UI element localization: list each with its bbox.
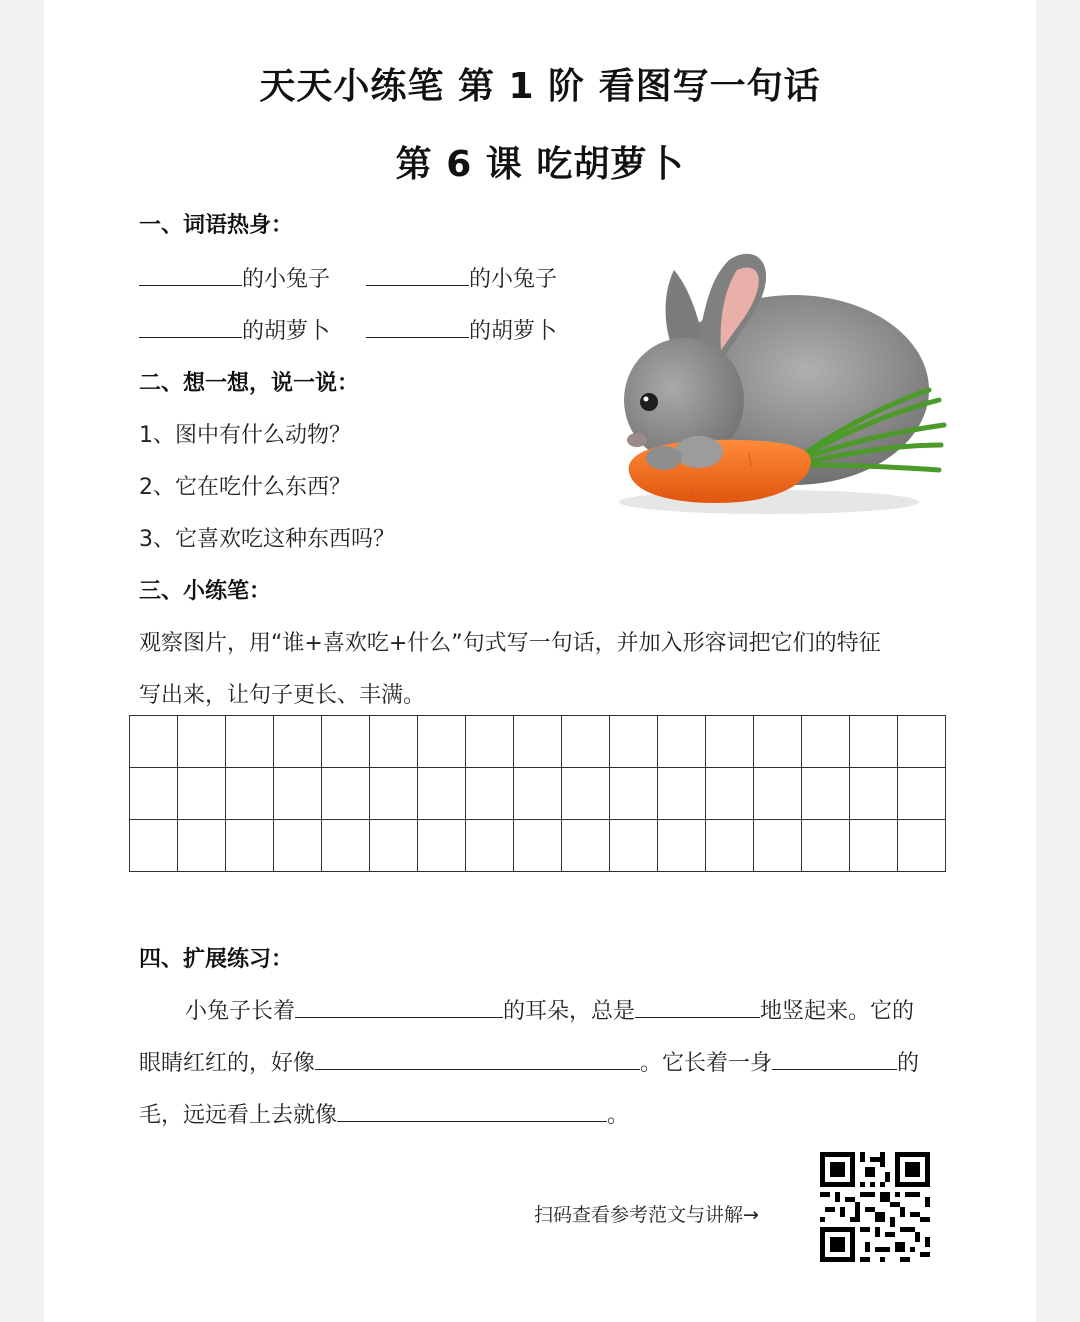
- question-2: 2、它在吃什么东西？: [139, 475, 351, 500]
- grid-cell[interactable]: [178, 768, 226, 820]
- blank-line[interactable]: [295, 995, 503, 1018]
- instruction-line-2: 写出来，让句子更长、丰满。: [139, 683, 426, 708]
- blank-line[interactable]: [139, 315, 242, 338]
- grid-cell[interactable]: [514, 768, 562, 820]
- grid-cell[interactable]: [418, 820, 466, 872]
- grid-cell[interactable]: [418, 768, 466, 820]
- scan-prompt: 扫码查看参考范文与讲解→: [534, 1204, 759, 1226]
- grid-cell[interactable]: [226, 768, 274, 820]
- grid-cell[interactable]: [658, 716, 706, 768]
- grid-cell[interactable]: [706, 768, 754, 820]
- grid-cell[interactable]: [610, 820, 658, 872]
- extension-line-1: [185, 994, 914, 1025]
- grid-cell[interactable]: [754, 820, 802, 872]
- warmup-item: 的胡萝卜: [242, 319, 331, 344]
- warmup-item: 的小兔子: [469, 267, 558, 292]
- extension-text: 的: [897, 1051, 920, 1076]
- extension-text: 的耳朵，总是: [503, 999, 636, 1024]
- grid-cell[interactable]: [562, 820, 610, 872]
- grid-cell[interactable]: [706, 716, 754, 768]
- grid-cell[interactable]: [754, 716, 802, 768]
- grid-cell[interactable]: [754, 768, 802, 820]
- grid-cell[interactable]: [130, 716, 178, 768]
- grid-cell[interactable]: [226, 820, 274, 872]
- blank-line[interactable]: [337, 1099, 607, 1122]
- blank-line[interactable]: [366, 263, 469, 286]
- grid-cell[interactable]: [322, 716, 370, 768]
- blank-line[interactable]: [635, 995, 760, 1018]
- grid-cell[interactable]: [370, 768, 418, 820]
- grid-cell[interactable]: [178, 820, 226, 872]
- blank-line[interactable]: [772, 1047, 897, 1070]
- question-1: 1、图中有什么动物？: [139, 423, 351, 448]
- warmup-item: 的小兔子: [242, 267, 331, 292]
- grid-cell[interactable]: [658, 820, 706, 872]
- grid-cell[interactable]: [178, 716, 226, 768]
- blank-line[interactable]: [139, 263, 242, 286]
- extension-line-2: [139, 1046, 919, 1077]
- writing-grid[interactable]: [129, 715, 946, 872]
- grid-cell[interactable]: [898, 820, 946, 872]
- grid-cell[interactable]: [514, 820, 562, 872]
- grid-row: [130, 768, 946, 820]
- warmup-item: 的胡萝卜: [469, 319, 558, 344]
- grid-cell[interactable]: [322, 768, 370, 820]
- grid-cell[interactable]: [802, 716, 850, 768]
- extension-text: 。它长着一身: [640, 1051, 773, 1076]
- warmup-row-2: [139, 314, 557, 345]
- blank-line[interactable]: [315, 1047, 640, 1070]
- grid-cell[interactable]: [370, 820, 418, 872]
- grid-cell[interactable]: [274, 820, 322, 872]
- grid-cell[interactable]: [658, 768, 706, 820]
- grid-cell[interactable]: [802, 768, 850, 820]
- grid-cell[interactable]: [850, 768, 898, 820]
- grid-cell[interactable]: [322, 820, 370, 872]
- blank-line[interactable]: [366, 315, 469, 338]
- instruction-line-1: 观察图片，用“谁+喜欢吃+什么”句式写一句话，并加入形容词把它们的特征: [139, 631, 881, 656]
- section2-heading: 二、想一想，说一说：: [139, 371, 360, 396]
- grid-cell[interactable]: [466, 716, 514, 768]
- grid-cell[interactable]: [610, 768, 658, 820]
- rabbit-carrot-image: [579, 240, 959, 530]
- grid-cell[interactable]: [466, 820, 514, 872]
- grid-cell[interactable]: [466, 768, 514, 820]
- grid-cell[interactable]: [226, 716, 274, 768]
- grid-cell[interactable]: [418, 716, 466, 768]
- extension-text: 眼睛红红的，好像: [139, 1051, 316, 1076]
- worksheet-page: [44, 0, 1036, 1322]
- warmup-row-1: [139, 262, 557, 293]
- grid-row: [130, 820, 946, 872]
- extension-text: 小兔子长着: [185, 999, 296, 1024]
- grid-cell[interactable]: [898, 716, 946, 768]
- grid-cell[interactable]: [850, 716, 898, 768]
- grid-cell[interactable]: [850, 820, 898, 872]
- qr-code-icon[interactable]: [820, 1152, 930, 1262]
- extension-text: 地竖起来。它的: [760, 999, 915, 1024]
- extension-text: 。: [607, 1103, 630, 1128]
- grid-cell[interactable]: [802, 820, 850, 872]
- question-3: 3、它喜欢吃这种东西吗？: [139, 527, 395, 552]
- section3-heading: 三、小练笔：: [139, 579, 272, 604]
- grid-cell[interactable]: [130, 768, 178, 820]
- rabbit-icon: [579, 240, 959, 530]
- grid-cell[interactable]: [610, 716, 658, 768]
- worksheet-title: 天天小练笔 第 1 阶 看图写一句话: [259, 66, 821, 107]
- extension-line-3: [139, 1098, 629, 1129]
- grid-cell[interactable]: [898, 768, 946, 820]
- section1-heading: 一、词语热身：: [139, 213, 294, 238]
- grid-cell[interactable]: [274, 768, 322, 820]
- grid-cell[interactable]: [130, 820, 178, 872]
- grid-cell[interactable]: [514, 716, 562, 768]
- grid-cell[interactable]: [370, 716, 418, 768]
- grid-row: [130, 716, 946, 768]
- grid-cell[interactable]: [562, 768, 610, 820]
- grid-cell[interactable]: [706, 820, 754, 872]
- section4-heading: 四、扩展练习：: [139, 947, 294, 972]
- lesson-title: 第 6 课 吃胡萝卜: [395, 144, 685, 185]
- grid-cell[interactable]: [274, 716, 322, 768]
- grid-cell[interactable]: [562, 716, 610, 768]
- extension-text: 毛，远远看上去就像: [139, 1103, 338, 1128]
